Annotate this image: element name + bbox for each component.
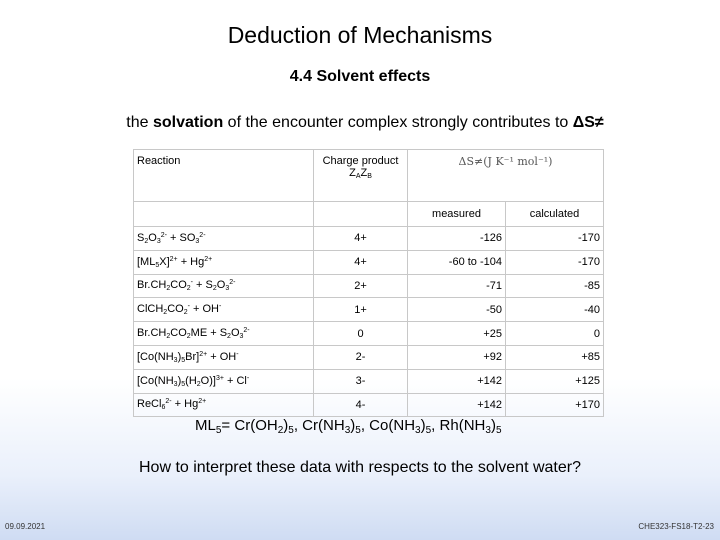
header-calculated: calculated xyxy=(506,202,604,227)
reaction-cell: $Br.CH_2CO_2^- + S_2O_3^{2-}$ xyxy=(134,274,314,298)
ml5-definition: $ML_5= Cr(OH_2)_5$, $Cr(NH_3)_5$, $Co(NH_3)_5$, $Rh(NH_3)_5$ xyxy=(195,417,502,436)
reaction-cell: ReCl$_6^{2-}$ + $Hg^{2+}$ xyxy=(134,393,314,417)
reaction-cell: $[Co(NH_3)_5(H_2O)]^{3+} + Cl^-$ xyxy=(134,369,314,393)
calculated-cell: 0 xyxy=(506,322,604,346)
measured-cell: +25 xyxy=(408,322,506,346)
table-row xyxy=(134,393,604,417)
table-header-row xyxy=(134,150,604,202)
charge-cell: 2- xyxy=(314,345,408,369)
header-charge-product: Charge product $Z_AZ_B$ xyxy=(314,150,408,202)
calculated-cell: -170 xyxy=(506,250,604,274)
calculated-cell: -85 xyxy=(506,274,604,298)
calculated-cell: -170 xyxy=(506,227,604,251)
question: How to interpret these data with respects to the solvent water? xyxy=(138,459,581,476)
calculated-cell: -40 xyxy=(506,298,604,322)
charge-cell: 3- xyxy=(314,369,408,393)
table-row xyxy=(134,345,604,369)
statement: the solvation of the encounter complex strongly contributes to ΔS≠ xyxy=(126,114,604,131)
slide-subtitle: 4.4 Solvent effects xyxy=(289,68,431,85)
charge-cell: 1+ xyxy=(314,298,408,322)
charge-cell: 4+ xyxy=(314,227,408,251)
table-row xyxy=(134,298,604,322)
measured-cell: -126 xyxy=(408,227,506,251)
header-entropy: ΔS≠(J K⁻¹ mol⁻¹) xyxy=(408,150,604,202)
reaction-cell: $[Co(NH_3)_5Br]^{2+} + OH^-$ xyxy=(134,345,314,369)
footer-date: 09.09.2021 xyxy=(5,522,46,531)
reaction-cell: $S_2O_3^{2-} + SO_3^{2-}$ xyxy=(134,227,314,251)
footer-code: CHE323-FS18-T2-23 xyxy=(638,522,714,531)
charge-cell: 4- xyxy=(314,393,408,417)
charge-cell: 2+ xyxy=(314,274,408,298)
table-row xyxy=(134,274,604,298)
reaction-cell: $ClCH_2CO_2^- + OH^-$ xyxy=(134,298,314,322)
measured-cell: -50 xyxy=(408,298,506,322)
measured-cell: +142 xyxy=(408,369,506,393)
measured-cell: -71 xyxy=(408,274,506,298)
header-reaction: Reaction xyxy=(134,150,314,202)
entropy-table xyxy=(133,149,604,417)
statement-bold-solvation: solvation xyxy=(152,114,224,131)
reaction-cell: $[ML_5X]^{2+} + Hg^{2+}$ xyxy=(134,250,314,274)
table-subheader-row xyxy=(134,202,604,227)
table-row xyxy=(134,369,604,393)
charge-cell: 4+ xyxy=(314,250,408,274)
table-row xyxy=(134,227,604,251)
table-row xyxy=(134,322,604,346)
measured-cell: +142 xyxy=(408,393,506,417)
charge-cell: 0 xyxy=(314,322,408,346)
reaction-cell: $Br.CH_2CO_2ME + S_2O_3^{2-}$ xyxy=(134,322,314,346)
statement-bold-entropy: ΔS≠ xyxy=(572,114,604,131)
header-measured: measured xyxy=(408,202,506,227)
table-row xyxy=(134,250,604,274)
calculated-cell: +85 xyxy=(506,345,604,369)
calculated-cell: +170 xyxy=(506,393,604,417)
measured-cell: +92 xyxy=(408,345,506,369)
measured-cell: -60 to -104 xyxy=(408,250,506,274)
calculated-cell: +125 xyxy=(506,369,604,393)
slide-title: Deduction of Mechanisms xyxy=(227,22,493,48)
